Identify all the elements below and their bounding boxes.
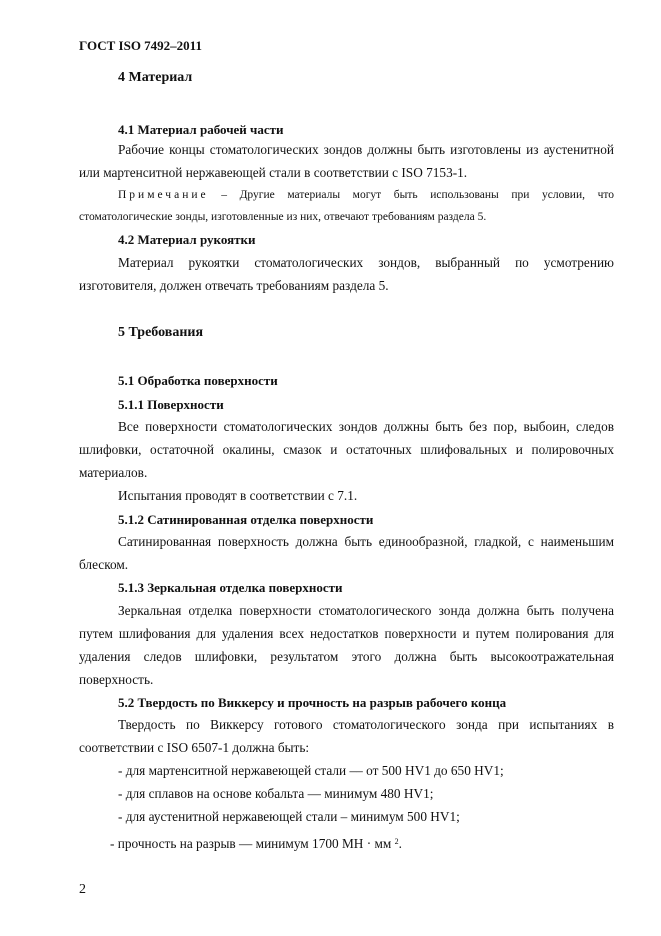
section-5-1-3-heading: 5.1.3 Зеркальная отделка поверхности: [118, 580, 343, 595]
note-label: Примечание: [118, 189, 209, 201]
section-5-1-1-test: Испытания проводят в соответствии с 7.1.: [118, 488, 358, 503]
note-4-1: [79, 184, 614, 228]
list-item: - для аустенитной нержавеющей стали – минимум 500 HV1;: [118, 809, 460, 824]
section-5-1-1-paragraph: Все поверхности стоматологических зондов должны быть без пор, выбоин, следов шлифовки, остаточной окалины, смазок и остаточных шлифовальных и полировочных материалов.: [79, 419, 614, 480]
section-5-1-2-heading: 5.1.2 Сатинированная отделка поверхности: [118, 512, 374, 527]
section-4-heading: 4 Материал: [118, 70, 193, 85]
section-5-1-3-paragraph: Зеркальная отделка поверхности стоматологического зонда должна быть получена путем шлифования для удаления всех недостатков поверхности и путем полирования для удаления следов шлифовки, результатом этого должна быть высокоотражательная поверхность.: [79, 603, 614, 687]
section-4-2-heading: 4.2 Материал рукоятки: [118, 232, 256, 247]
section-5-1-heading: 5.1 Обработка поверхности: [118, 373, 278, 388]
list-item: - для сплавов на основе кобальта — минимум 480 HV1;: [118, 786, 434, 801]
list-item: - для мартенситной нержавеющей стали –– от 500 HV1 до 650 HV1;: [118, 763, 504, 778]
superscript: 2: [394, 837, 399, 846]
section-5-1-1-heading: 5.1.1 Поверхности: [118, 397, 224, 412]
document-header: ГОСТ ISO 7492–2011: [79, 38, 202, 53]
hardness-list: [118, 759, 504, 828]
section-4-1-paragraph: Рабочие концы стоматологических зондов должны быть изготовлены из аустенитной или мартенситной нержавеющей стали в соответствии с ISO 7153-1.: [79, 142, 614, 180]
page-number: 2: [79, 882, 86, 897]
tensile-strength-text: - прочность на разрыв — минимум 1700 МН · мм: [110, 836, 395, 851]
section-5-1-2-paragraph: Сатинированная поверхность должна быть единообразной, гладкой, с наименьшим блеском.: [79, 534, 614, 572]
section-5-heading: 5 Требования: [118, 325, 204, 340]
section-4-1-heading: 4.1 Материал рабочей части: [118, 122, 284, 137]
tensile-strength-item: [110, 836, 402, 852]
section-5-2-heading: 5.2 Твердость по Виккерсу и прочность на разрыв рабочего конца: [118, 695, 507, 710]
section-4-2-paragraph: Материал рукоятки стоматологических зондов, выбранный по усмотрению изготовителя, должен отвечать требованиям раздела 5.: [79, 255, 614, 293]
tensile-strength-end: .: [398, 836, 402, 851]
note-text: – Другие материалы могут быть использованы при условии, что стоматологические зонды, изготовленные из них, отвечают требованиям раздела 5.: [79, 189, 614, 223]
section-5-2-paragraph: Твердость по Виккерсу готового стоматологического зонда при испытаниях в соответствии с ISO 6507-1 должна быть:: [79, 717, 614, 755]
